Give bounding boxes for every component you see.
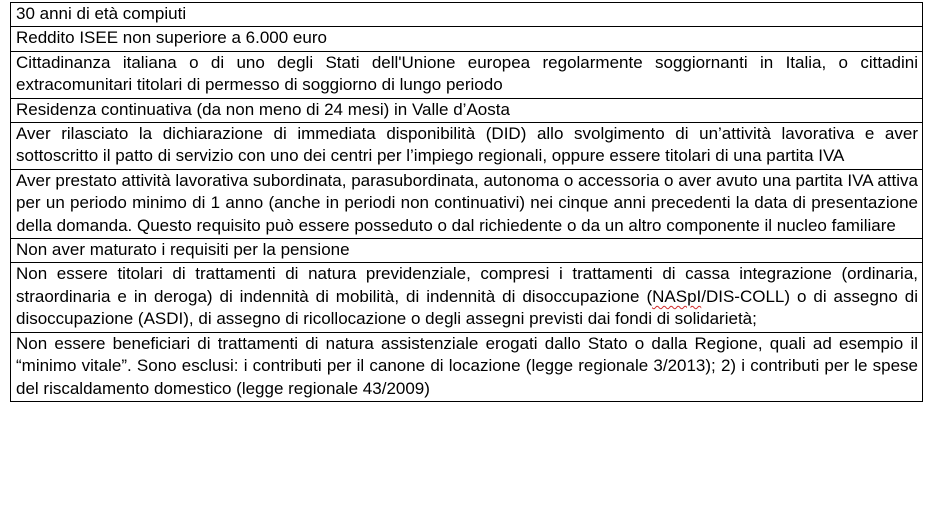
requirement-no-welfare: Non essere beneficiari di trattamenti di natura assistenziale erogati dallo Stato o dalla Regione, quali ad esempio il “minimo vitale”. Sono esclusi: i contributi per il canone di locazione (legge regionale 3/2013); 2) i contributi per le spese del riscaldamento domestico (legge regionale 43/2009) bbox=[11, 332, 923, 401]
requirement-residence: Residenza continuativa (da non meno di 24 mesi) in Valle d’Aosta bbox=[11, 98, 923, 122]
requirement-text-after: /DIS-COLL) o di assegno di disoccupazione (ASDI), di assegno di ricollocazione o degli assegni previsti dai fondi di solidarietà; bbox=[16, 286, 918, 329]
spellcheck-flagged-word: NASpI bbox=[652, 286, 702, 306]
requirement-age: 30 anni di età compiuti bbox=[11, 3, 923, 27]
table-row bbox=[11, 263, 923, 332]
table-row bbox=[11, 3, 923, 27]
requirements-table bbox=[10, 2, 923, 402]
requirement-no-social-security bbox=[11, 263, 923, 332]
table-row bbox=[11, 51, 923, 98]
requirement-text-before: Non essere titolari di trattamenti di natura previdenziale, compresi i trattamenti di cassa integrazione (ordinaria, straordinaria e in deroga) di indennità di mobilità, di indennità di disoccupazione ( bbox=[16, 264, 918, 306]
requirement-isee-income: Reddito ISEE non superiore a 6.000 euro bbox=[11, 27, 923, 51]
requirement-citizenship: Cittadinanza italiana o di uno degli Stati dell'Unione europea regolarmente soggiornanti in Italia, o cittadini extracomunitari titolari di permesso di soggiorno di lungo periodo bbox=[11, 51, 923, 98]
table-row bbox=[11, 169, 923, 238]
table-row bbox=[11, 239, 923, 263]
table-row bbox=[11, 27, 923, 51]
table-row bbox=[11, 123, 923, 170]
requirement-did-declaration: Aver rilasciato la dichiarazione di immediata disponibilità (DID) allo svolgimento di un’attività lavorativa e aver sottoscritto il patto di servizio con uno dei centri per l’impiego regionali, oppure essere titolari di una partita IVA bbox=[11, 123, 923, 170]
requirement-work-history: Aver prestato attività lavorativa subordinata, parasubordinata, autonoma o accessoria o aver avuto una partita IVA attiva per un periodo minimo di 1 anno (anche in periodi non continuativi) nei cinque anni precedenti la data di presentazione della domanda. Questo requisito può essere posseduto o dal richiedente o da un altro componente il nucleo familiare bbox=[11, 169, 923, 238]
table-row bbox=[11, 332, 923, 401]
requirement-no-pension: Non aver maturato i requisiti per la pensione bbox=[11, 239, 923, 263]
table-row bbox=[11, 98, 923, 122]
